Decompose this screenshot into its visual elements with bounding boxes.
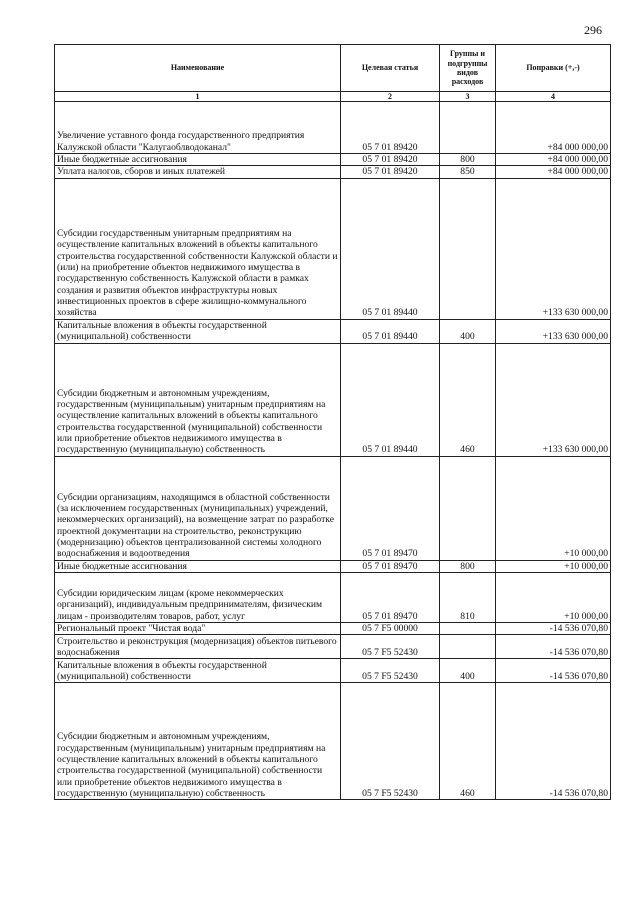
row-expense-group [440,635,496,659]
row-expense-group [440,102,496,154]
row-target-article: 05 7 01 89440 [341,343,440,456]
row-amount: +10 000,00 [496,572,611,622]
row-amount: +133 630 000,00 [496,319,611,343]
row-expense-group: 460 [440,683,496,800]
table-row [55,154,611,166]
row-expense-group: 800 [440,154,496,166]
table-row [55,635,611,659]
table-row [55,456,611,560]
row-amount: -14 536 070,80 [496,622,611,634]
row-name: Иные бюджетные ассигнования [55,154,341,166]
row-target-article: 05 7 F5 52430 [341,683,440,800]
row-amount: +10 000,00 [496,560,611,572]
row-amount: +10 000,00 [496,456,611,560]
column-number: 2 [341,92,440,102]
row-target-article: 05 7 01 89470 [341,572,440,622]
row-target-article: 05 7 F5 00000 [341,622,440,634]
row-amount: +133 630 000,00 [496,178,611,319]
row-target-article: 05 7 F5 52430 [341,659,440,683]
table-row [55,102,611,154]
row-name: Субсидии бюджетным и автономным учреждениям, государственным (муниципальным) унитарным предприятиям на осуществление капитальных вложений в объекты капитального строительства государственной (муниципальной) собственности или приобретение объектов недвижимого имущества в государственную (муниципальную) собственность [55,683,341,800]
column-number: 3 [440,92,496,102]
row-target-article: 05 7 01 89440 [341,178,440,319]
table-row [55,622,611,634]
row-expense-group [440,456,496,560]
row-name: Увеличение уставного фонда государственного предприятия Калужской области "Калугаоблводоканал" [55,102,341,154]
row-name: Строительство и реконструкция (модернизация) объектов питьевого водоснабжения [55,635,341,659]
row-expense-group: 810 [440,572,496,622]
row-target-article: 05 7 01 89470 [341,560,440,572]
row-expense-group [440,178,496,319]
budget-table [54,44,611,800]
row-target-article: 05 7 01 89420 [341,166,440,178]
table-row [55,166,611,178]
row-expense-group [440,622,496,634]
row-name: Иные бюджетные ассигнования [55,560,341,572]
row-expense-group: 400 [440,659,496,683]
header-target-article: Целевая статья [341,45,440,92]
row-expense-group: 400 [440,319,496,343]
row-name: Капитальные вложения в объекты государственной (муниципальной) собственности [55,659,341,683]
table-row [55,683,611,800]
row-name: Уплата налогов, сборов и иных платежей [55,166,341,178]
row-target-article: 05 7 01 89440 [341,319,440,343]
row-name: Субсидии бюджетным и автономным учреждениям, государственным (муниципальным) унитарным предприятиям на осуществление капитальных вложений в объекты капитального строительства государственной (муниципальной) собственности или приобретение объектов недвижимого имущества в государственную (муниципальную) собственность [55,343,341,456]
table-row [55,178,611,319]
column-number: 1 [55,92,341,102]
row-amount: +84 000 000,00 [496,166,611,178]
row-amount: -14 536 070,80 [496,683,611,800]
row-amount: +84 000 000,00 [496,102,611,154]
row-expense-group: 850 [440,166,496,178]
header-expense-groups: Группы и подгруппы видов расходов [440,45,496,92]
header-amendments: Поправки (+,-) [496,45,611,92]
table-row [55,560,611,572]
row-name: Субсидии юридическим лицам (кроме некоммерческих организаций), индивидуальным предпринимателям, физическим лицам - производителям товаров, работ, услуг [55,572,341,622]
row-name: Субсидии организациям, находящимся в областной собственности (за исключением государственных (муниципальных) учреждений, некоммерческих организаций), на возмещение затрат по разработке проектной документации на строительство, реконструкцию (модернизацию) объектов централизованной системы холодного водоснабжения и водоотведения [55,456,341,560]
table-row [55,319,611,343]
row-expense-group: 460 [440,343,496,456]
row-target-article: 05 7 01 89470 [341,456,440,560]
column-number: 4 [496,92,611,102]
row-expense-group: 800 [440,560,496,572]
row-amount: -14 536 070,80 [496,659,611,683]
row-amount: +133 630 000,00 [496,343,611,456]
table-row [55,659,611,683]
table-row [55,572,611,622]
row-name: Капитальные вложения в объекты государственной (муниципальной) собственности [55,319,341,343]
row-target-article: 05 7 01 89420 [341,102,440,154]
header-name: Наименование [55,45,341,92]
page-number: 296 [584,23,602,37]
row-amount: -14 536 070,80 [496,635,611,659]
row-target-article: 05 7 01 89420 [341,154,440,166]
row-name: Региональный проект "Чистая вода" [55,622,341,634]
table-row [55,343,611,456]
row-target-article: 05 7 F5 52430 [341,635,440,659]
row-amount: +84 000 000,00 [496,154,611,166]
row-name: Субсидии государственным унитарным предприятиям на осуществление капитальных вложений в объекты капитального строительства государственной собственности Калужской области и (или) на приобретение объектов недвижимого имущества в государственную собственность Калужской области в рамках создания и развития объектов инфраструктуры новых инвестиционных проектов в сфере жилищно-коммунального хозяйства [55,178,341,319]
